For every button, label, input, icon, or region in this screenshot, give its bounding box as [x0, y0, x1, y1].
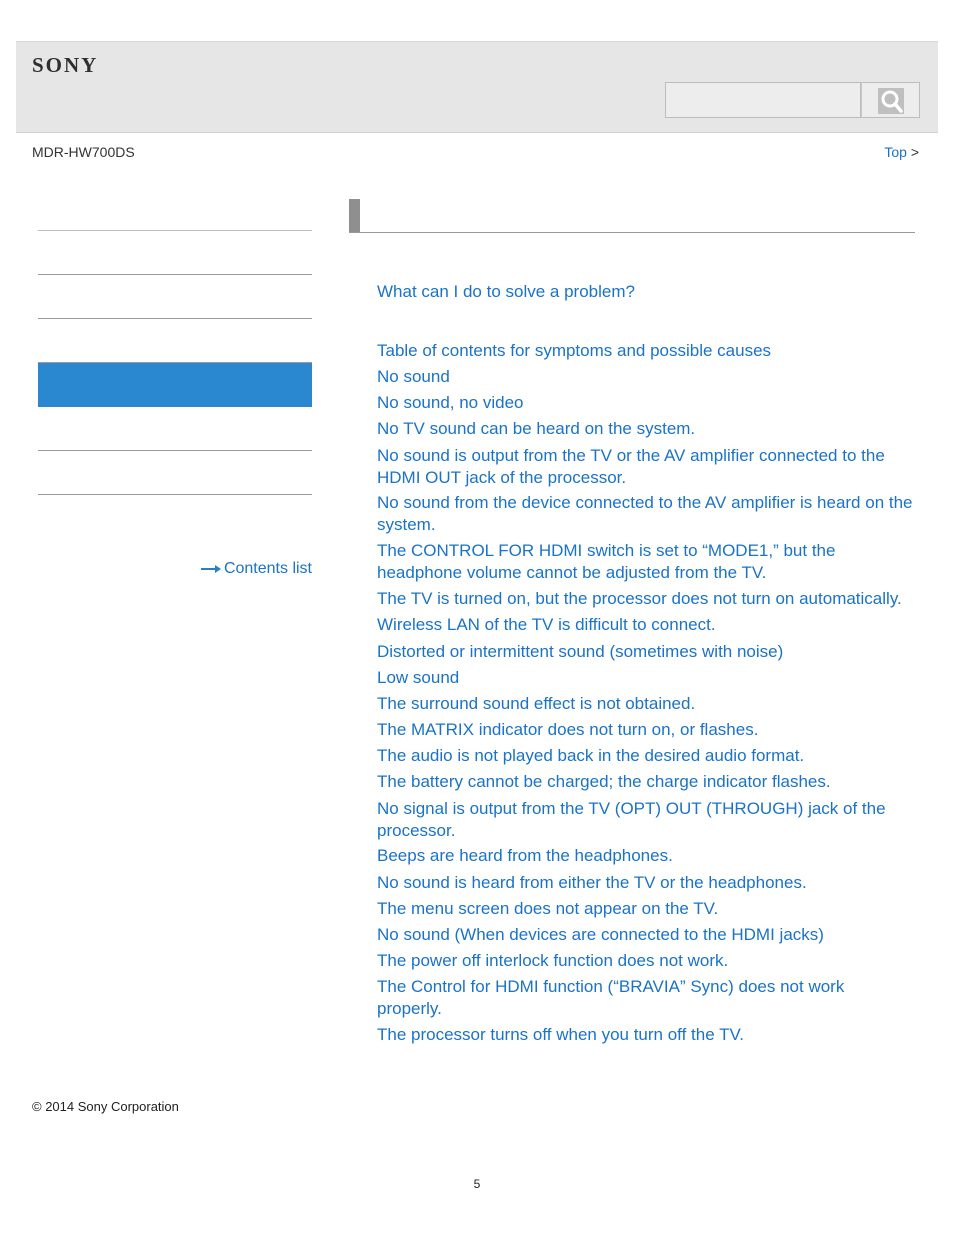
- sony-logo: SONY: [32, 53, 99, 77]
- search-icon: [878, 88, 904, 114]
- symptom-link[interactable]: Wireless LAN of the TV is difficult to connect.: [377, 615, 716, 634]
- symptom-link[interactable]: The battery cannot be charged; the charge indicator flashes.: [377, 772, 831, 791]
- symptom-link[interactable]: No sound: [377, 367, 450, 386]
- search-button[interactable]: [861, 82, 920, 118]
- symptom-link[interactable]: No sound is output from the TV or the AV amplifier connected to the HDMI OUT jack of the processor.: [377, 446, 885, 487]
- symptom-link[interactable]: Low sound: [377, 668, 460, 687]
- symptom-link[interactable]: The surround sound effect is not obtained.: [377, 694, 696, 713]
- sidebar-item[interactable]: [38, 187, 312, 231]
- breadcrumb-top-link[interactable]: Top: [884, 144, 907, 160]
- symptom-link[interactable]: The processor turns off when you turn off the TV.: [377, 1025, 744, 1044]
- symptom-link[interactable]: No sound is heard from either the TV or the headphones.: [377, 873, 807, 892]
- symptom-link[interactable]: Table of contents for symptoms and possible causes: [377, 341, 772, 360]
- title-marker: [349, 199, 360, 232]
- sidebar-item[interactable]: [38, 275, 312, 319]
- symptom-link[interactable]: No sound from the device connected to the AV amplifier is heard on the system.: [377, 493, 913, 534]
- sidebar-item-active[interactable]: [38, 363, 312, 407]
- symptom-link[interactable]: The power off interlock function does not work.: [377, 951, 729, 970]
- contents-list-label: Contents list: [223, 560, 312, 577]
- site-header: [16, 41, 938, 133]
- sidebar-item[interactable]: [38, 319, 312, 363]
- symptom-link[interactable]: The Control for HDMI function (“BRAVIA” Sync) does not work properly.: [377, 977, 845, 1018]
- symptom-link[interactable]: The menu screen does not appear on the TV.: [377, 899, 719, 918]
- symptom-link[interactable]: No sound (When devices are connected to the HDMI jacks): [377, 925, 824, 944]
- arrow-right-icon: [201, 564, 221, 574]
- symptom-link[interactable]: Beeps are heard from the headphones.: [377, 846, 673, 865]
- symptom-link[interactable]: The CONTROL FOR HDMI switch is set to “MODE1,” but the headphone volume cannot be adjusted from the TV.: [377, 541, 836, 582]
- breadcrumb: [884, 144, 919, 160]
- symptom-link[interactable]: The TV is turned on, but the processor does not turn on automatically.: [377, 589, 902, 608]
- symptom-link[interactable]: Distorted or intermittent sound (sometimes with noise): [377, 642, 784, 661]
- sidebar-item[interactable]: [38, 451, 312, 495]
- sidebar-item[interactable]: [38, 231, 312, 275]
- page-number: 5: [473, 1177, 481, 1191]
- copyright: © 2014 Sony Corporation: [32, 1099, 179, 1114]
- symptom-link[interactable]: The audio is not played back in the desired audio format.: [377, 746, 805, 765]
- symptom-link[interactable]: No sound, no video: [377, 393, 524, 412]
- breadcrumb-separator: >: [910, 144, 919, 160]
- page-title-bar: [349, 199, 915, 233]
- sidebar-item[interactable]: [38, 407, 312, 451]
- intro-link[interactable]: What can I do to solve a problem?: [377, 282, 635, 301]
- symptom-link[interactable]: The MATRIX indicator does not turn on, or flashes.: [377, 720, 759, 739]
- symptom-link[interactable]: No TV sound can be heard on the system.: [377, 419, 696, 438]
- symptom-link[interactable]: No signal is output from the TV (OPT) OUT (THROUGH) jack of the processor.: [377, 799, 886, 840]
- search-input[interactable]: [665, 82, 861, 118]
- sidebar: [38, 187, 312, 577]
- contents-list-link[interactable]: [201, 560, 312, 578]
- model-name: MDR-HW700DS: [32, 144, 135, 160]
